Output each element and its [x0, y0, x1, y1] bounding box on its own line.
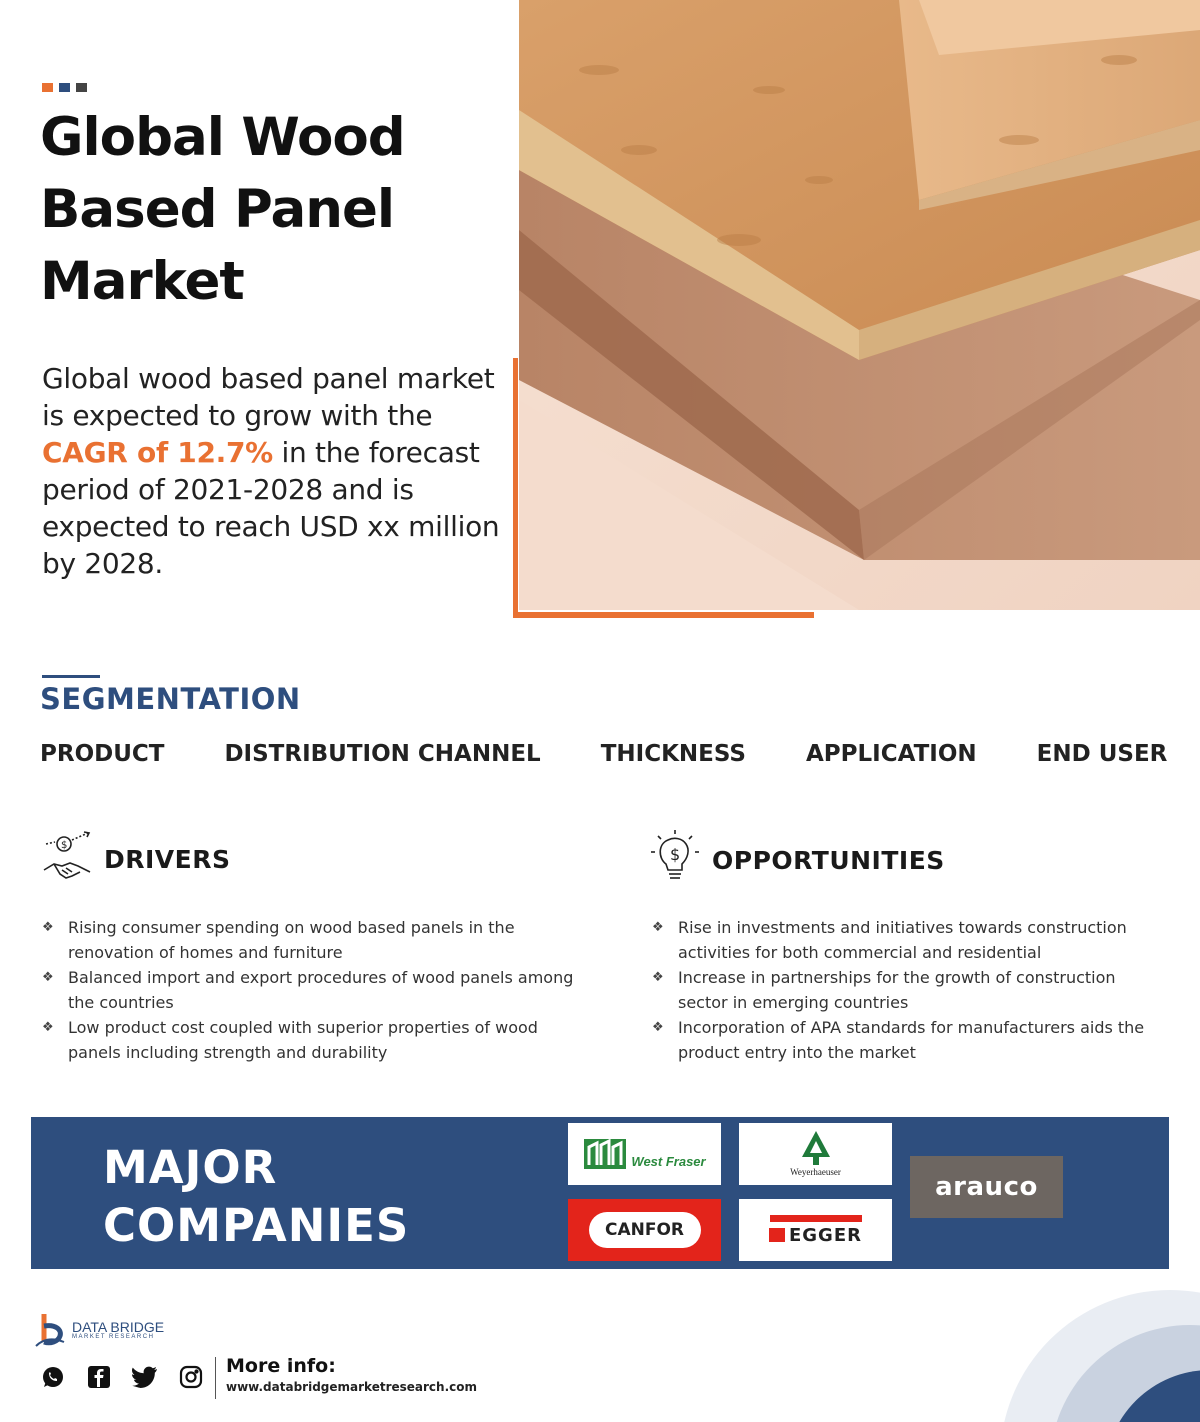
segment-end-user: END USER	[1036, 741, 1168, 767]
bullet-diamond-icon: ❖	[42, 970, 54, 985]
opportunities-title: OPPORTUNITIES	[712, 846, 945, 875]
lightbulb-dollar-icon	[650, 830, 702, 891]
title-line-3: Market	[40, 251, 244, 312]
segment-product: PRODUCT	[40, 741, 165, 767]
bullet-diamond-icon: ❖	[42, 920, 54, 935]
weyerhaeuser-tree-icon	[802, 1131, 830, 1165]
opportunities-header	[650, 830, 945, 891]
canfor-logo: CANFOR	[568, 1199, 721, 1261]
footer-divider	[215, 1357, 216, 1399]
data-bridge-mark-icon	[34, 1312, 66, 1348]
west-fraser-logo: West Fraser	[568, 1123, 721, 1185]
drivers-title: DRIVERS	[104, 845, 231, 874]
wood-panels-photo	[519, 0, 1200, 610]
list-item: ❖ Rising consumer spending on wood based panels in the renovation of homes and furniture	[42, 915, 582, 965]
facebook-icon[interactable]	[86, 1364, 112, 1390]
decorative-arcs	[960, 1290, 1200, 1422]
weyerhaeuser-logo: Weyerhaeuser	[739, 1123, 892, 1185]
twitter-icon[interactable]	[132, 1364, 158, 1390]
bullet-diamond-icon: ❖	[42, 1020, 54, 1035]
list-item: ❖ Rise in investments and initiatives towards construction activities for both commercial and residential	[652, 915, 1167, 965]
intro-text-before: Global wood based panel market is expected to grow with the	[42, 362, 495, 432]
orange-frame-horizontal	[513, 612, 814, 618]
arauco-logo: arauco	[910, 1156, 1063, 1218]
drivers-list	[42, 915, 582, 1065]
list-item: ❖ Balanced import and export procedures of wood panels among the countries	[42, 965, 582, 1015]
svg-text:$: $	[61, 840, 68, 851]
bullet-diamond-icon: ❖	[652, 920, 664, 935]
wood-panels-illustration	[519, 0, 1200, 610]
egger-roof-bar	[770, 1215, 862, 1222]
list-item: ❖ Low product cost coupled with superior properties of wood panels including strength and durability	[42, 1015, 582, 1065]
major-companies-banner	[31, 1117, 1169, 1269]
egger-e-mark-icon	[769, 1228, 785, 1242]
segment-distribution-channel: DISTRIBUTION CHANNEL	[224, 741, 541, 767]
list-item: ❖ Incorporation of APA standards for manufacturers aids the product entry into the market	[652, 1015, 1167, 1065]
page-title	[40, 102, 500, 318]
segmentation-rule	[42, 675, 100, 678]
west-fraser-mark-icon	[583, 1137, 627, 1171]
segment-thickness: THICKNESS	[600, 741, 746, 767]
orange-frame-vertical	[513, 358, 518, 618]
opportunities-list	[652, 915, 1167, 1065]
accent-squares	[42, 83, 87, 92]
intro-paragraph	[42, 360, 512, 582]
bullet-diamond-icon: ❖	[652, 1020, 664, 1035]
svg-text:$: $	[670, 845, 681, 864]
more-info-label: More info:	[226, 1355, 336, 1377]
instagram-icon[interactable]	[178, 1364, 204, 1390]
major-companies-title: MAJOR COMPANIES	[103, 1141, 410, 1252]
cagr-highlight: CAGR of 12.7%	[42, 436, 273, 469]
title-line-1: Global Wood	[40, 107, 405, 168]
bullet-diamond-icon: ❖	[652, 970, 664, 985]
handshake-dollar-icon	[42, 830, 94, 889]
segmentation-list	[40, 740, 1168, 768]
segmentation-title: SEGMENTATION	[40, 682, 301, 716]
accent-square-blue	[59, 83, 70, 92]
drivers-header	[42, 830, 231, 889]
title-line-2: Based Panel	[40, 179, 395, 240]
accent-square-grey	[76, 83, 87, 92]
list-item: ❖ Increase in partnerships for the growth of construction sector in emerging countries	[652, 965, 1167, 1015]
data-bridge-logo: DATA BRIDGE MARKET RESEARCH	[34, 1312, 164, 1348]
accent-square-orange	[42, 83, 53, 92]
intro-text-after: in the forecast period of 2021-2028 and is expected to reach USD xx million by 2028.	[42, 436, 500, 580]
egger-logo: EGGER	[739, 1199, 892, 1261]
segment-application: APPLICATION	[805, 741, 977, 767]
social-links	[40, 1364, 204, 1390]
website-link[interactable]: www.databridgemarketresearch.com	[226, 1380, 477, 1394]
whatsapp-icon[interactable]	[40, 1364, 66, 1390]
